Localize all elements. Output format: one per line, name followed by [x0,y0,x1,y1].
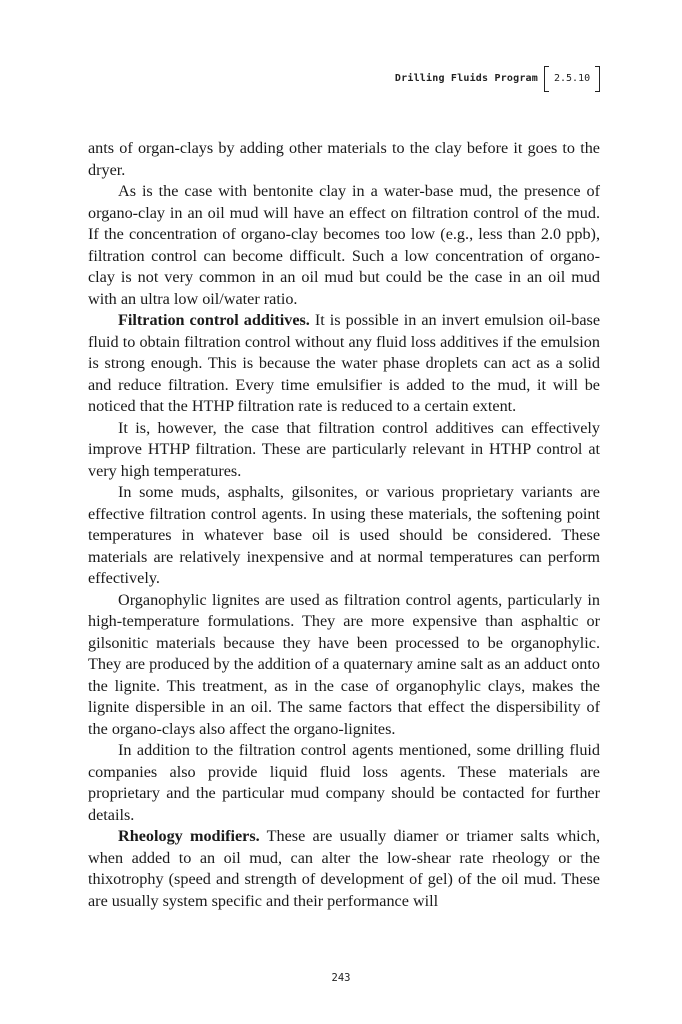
paragraph-rheology-modifiers [88,826,600,912]
running-header-title: Drilling Fluids Program [394,73,538,84]
right-bracket [595,66,600,92]
paragraph-organo-clay: As is the case with bentonite clay in a water-base mud, the presence of organo-clay in an oil mud will have an effect on filtration control of the mud. If the concentration of organo-clay becomes too low (e.g., less than 2.0 ppb), filtration control can become difficult. Such a low concentration of organo-clay is not very common in an oil mud but could be the case in an oil mud with an ultra low oil/water ratio. [88,182,600,308]
paragraph-hthp: It is, however, the case that filtration control additives can effectively improve HTHP filtration. These are particularly relevant in HTHP control at very high temperatures. [88,418,600,480]
paragraph-asphalts: In some muds, asphalts, gilsonites, or various proprietary variants are effective filtration control agents. In using these materials, the softening point temperatures in whatever base oil is used should be considered. These materials are relatively inexpensive and at normal temperatures can perform effectively. [88,483,600,587]
running-header [88,64,600,106]
section-number-box [544,66,600,92]
body-text [88,138,600,912]
paragraph-text: It is possible in an invert emulsion oil-base fluid to obtain filtration control without any fluid loss additives if the emulsion is strong enough. This is because the water phase droplets can act as a solid and reduce filtration. Every time emulsifier is added to the mud, it will be noticed that the HTHP filtration rate is reduced to a certain extent. [88,311,601,415]
runin-heading: Filtration control additives. [118,311,310,329]
paragraph-continued: ants of organ-clays by adding other materials to the clay before it goes to the dryer. [88,139,600,179]
page-number: 243 [331,972,351,984]
section-number: 2.5.10 [554,73,591,84]
runin-heading: Rheology modifiers. [118,827,260,845]
paragraph-text: These are usually diamer or triamer salts which, when added to an oil mud, can alter the low-shear rate rheology or the thixotrophy (speed and strength of development of gel) of the oil mud. These are usually system specific and their performance will [88,827,600,910]
left-bracket [544,66,549,92]
paragraph-liquid-agents: In addition to the filtration control agents mentioned, some drilling fluid companies also provide liquid fluid loss agents. These materials are proprietary and the particular mud company should be contacted for further details. [88,741,600,824]
paragraph-filtration-control-additives [88,310,600,418]
paragraph-lignites: Organophylic lignites are used as filtration control agents, particularly in high-temperature formulations. They are more expensive than asphaltic or gilsonitic materials because they have been processed to be organophylic. They are produced by the addition of a quaternary amine salt as an adduct onto the lignite. This treatment, as in the case of organophylic clays, makes the lignite dispersible in an oil. The same factors that effect the dispersibility of the organo-clays also affect the organo-lignites. [88,590,600,738]
